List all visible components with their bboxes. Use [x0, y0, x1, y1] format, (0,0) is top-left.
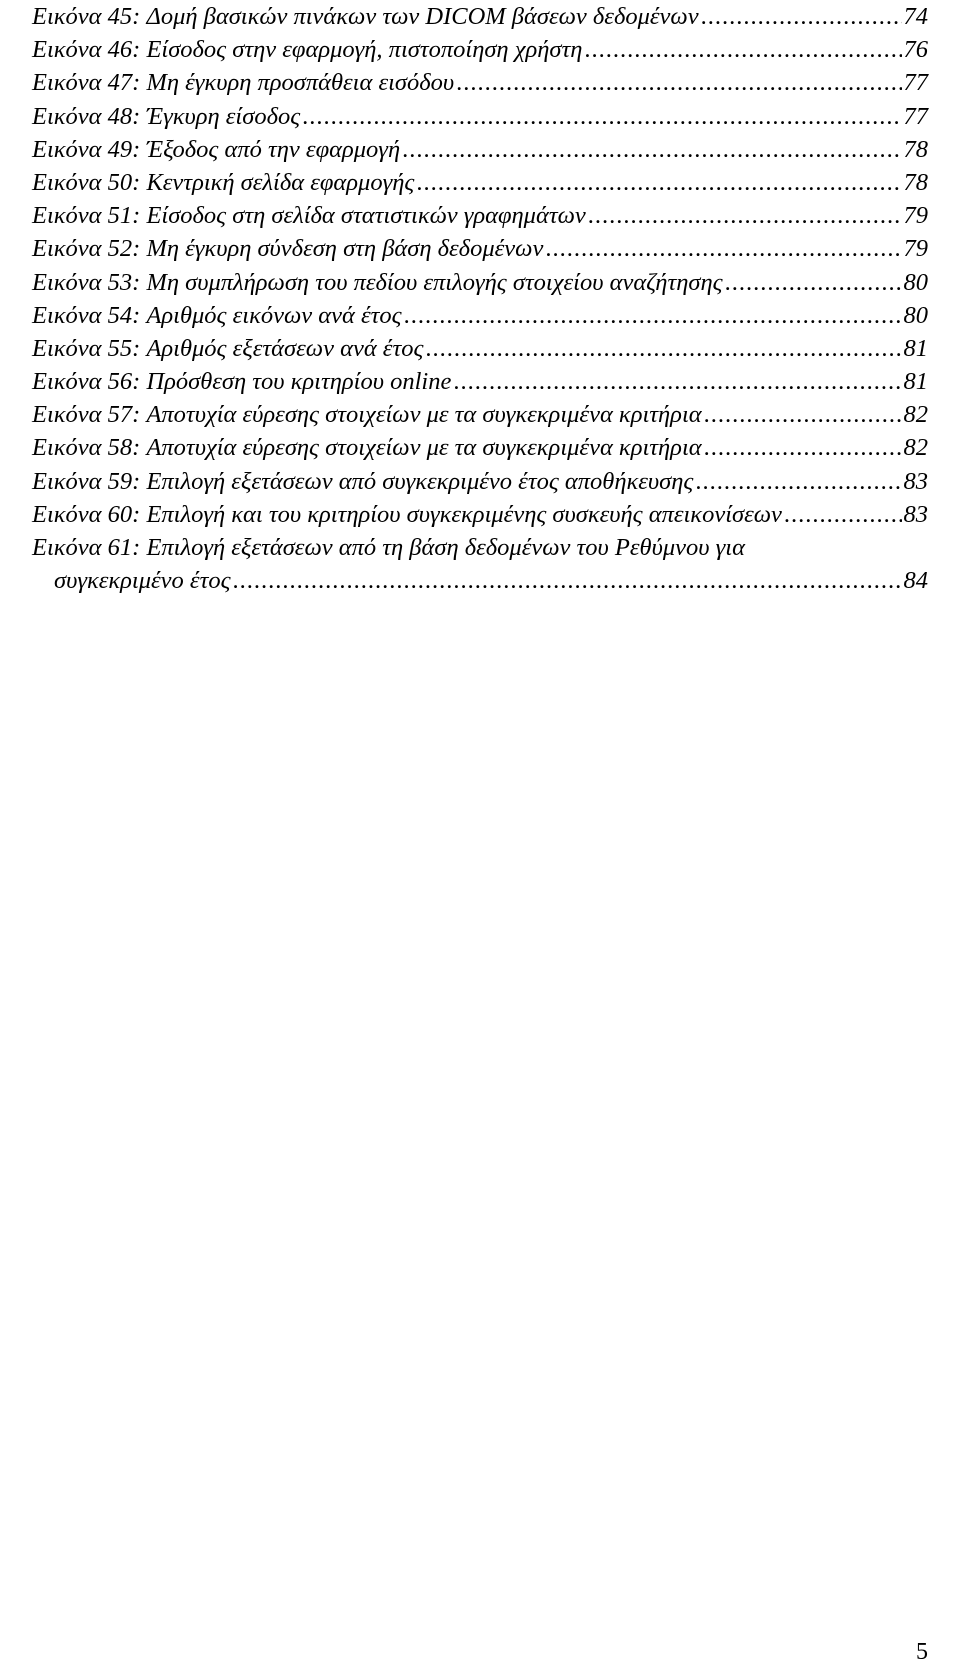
- toc-entry-61[interactable]: [32, 531, 928, 597]
- toc-entry-label: Εικόνα 60: Επιλογή και του κριτηρίου συγκεκριμένης συσκευής απεικονίσεων: [32, 500, 782, 528]
- toc-entry-59[interactable]: [32, 465, 928, 498]
- toc-entry-label: Εικόνα 49: Έξοδος από την εφαρμογή: [32, 135, 401, 163]
- toc-page-number: 84: [903, 567, 928, 595]
- toc-entry-label: Εικόνα 46: Είσοδος στην εφαρμογή, πιστοποίηση χρήστη: [32, 36, 583, 64]
- page-footer-number: 5: [916, 1639, 928, 1665]
- toc-page-number: 79: [903, 202, 928, 230]
- toc-page-number: 77: [903, 102, 928, 130]
- toc-entry-label: Εικόνα 57: Αποτυχία εύρεσης στοιχείων με τα συγκεκριμένα κριτήρια: [32, 401, 702, 429]
- dot-leader: [545, 232, 901, 265]
- dot-leader: [725, 266, 902, 299]
- toc-entry-label: Εικόνα 45: Δομή βασικών πινάκων των DICOM βάσεων δεδομένων: [32, 3, 699, 30]
- toc-page-number: 83: [903, 467, 928, 495]
- toc-entry-label: Εικόνα 48: Έγκυρη είσοδος: [32, 102, 301, 130]
- toc-page-number: 82: [903, 434, 928, 462]
- dot-leader: [302, 100, 901, 133]
- toc-entry-label: Εικόνα 47: Μη έγκυρη προσπάθεια εισόδου: [32, 69, 455, 97]
- toc-entry-47[interactable]: [32, 66, 928, 99]
- list-of-figures: [32, 0, 928, 597]
- toc-entry-label: Εικόνα 58: Αποτυχία εύρεσης στοιχείων με τα συγκεκριμένα κριτήρια: [32, 434, 702, 462]
- dot-leader: [695, 465, 901, 498]
- toc-entry-58[interactable]: [32, 431, 928, 464]
- toc-entry-label: Εικόνα 51: Είσοδος στη σελίδα στατιστικών γραφημάτων: [32, 202, 586, 230]
- toc-page-number: 76: [903, 36, 928, 64]
- dot-leader: [704, 398, 902, 431]
- toc-page-number: 82: [903, 401, 928, 429]
- toc-entry-51[interactable]: [32, 199, 928, 232]
- dot-leader: [784, 498, 902, 531]
- dot-leader: [425, 332, 901, 365]
- toc-entry-48[interactable]: [32, 100, 928, 133]
- toc-entry-54[interactable]: [32, 299, 928, 332]
- toc-entry-label: Εικόνα 55: Αριθμός εξετάσεων ανά έτος: [32, 334, 424, 362]
- dot-leader: [453, 365, 901, 398]
- toc-entry-label: Εικόνα 53: Μη συμπλήρωση του πεδίου επιλογής στοιχείου αναζήτησης: [32, 268, 723, 296]
- toc-entry-56[interactable]: [32, 365, 928, 398]
- toc-entry-label: Εικόνα 52: Μη έγκυρη σύνδεση στη βάση δεδομένων: [32, 235, 544, 263]
- toc-entry-label: Εικόνα 54: Αριθμός εικόνων ανά έτος: [32, 301, 402, 329]
- dot-leader: [402, 133, 901, 166]
- toc-entry-52[interactable]: [32, 232, 928, 265]
- toc-entry-50[interactable]: [32, 166, 928, 199]
- toc-page-number: 79: [903, 235, 928, 263]
- dot-leader: [404, 299, 902, 332]
- toc-page-number: 77: [903, 69, 928, 97]
- toc-page-number: 80: [903, 301, 928, 329]
- toc-entry-60[interactable]: [32, 498, 928, 531]
- toc-entry-label: Εικόνα 50: Κεντρική σελίδα εφαρμογής: [32, 168, 415, 196]
- toc-page-number: 81: [903, 368, 928, 396]
- toc-entry-45[interactable]: [32, 0, 928, 33]
- toc-entry-57[interactable]: [32, 398, 928, 431]
- dot-leader: [588, 199, 902, 232]
- dot-leader: [704, 431, 902, 464]
- toc-entry-label: Εικόνα 61: Επιλογή εξετάσεων από τη βάση δεδομένων του Ρεθύμνου για: [32, 534, 745, 561]
- toc-entry-55[interactable]: [32, 332, 928, 365]
- toc-page-number: 74: [903, 3, 928, 30]
- toc-entry-continuation: [32, 564, 928, 597]
- toc-page-number: 80: [903, 268, 928, 296]
- toc-entry-label: Εικόνα 56: Πρόσθεση του κριτηρίου online: [32, 368, 452, 396]
- dot-leader: [456, 66, 901, 99]
- toc-page-number: 78: [903, 168, 928, 196]
- toc-entry-53[interactable]: [32, 266, 928, 299]
- toc-entry-46[interactable]: [32, 33, 928, 66]
- dot-leader: [584, 33, 901, 66]
- dot-leader: [416, 166, 901, 199]
- dot-leader: [233, 564, 902, 597]
- toc-entry-49[interactable]: [32, 133, 928, 166]
- dot-leader: [701, 0, 902, 33]
- toc-entry-label: Εικόνα 59: Επιλογή εξετάσεων από συγκεκριμένο έτος αποθήκευσης: [32, 467, 694, 495]
- toc-entry-label-continued: συγκεκριμένο έτος: [54, 567, 231, 595]
- toc-page-number: 83: [903, 500, 928, 528]
- toc-page-number: 81: [903, 334, 928, 362]
- toc-page-number: 78: [903, 135, 928, 163]
